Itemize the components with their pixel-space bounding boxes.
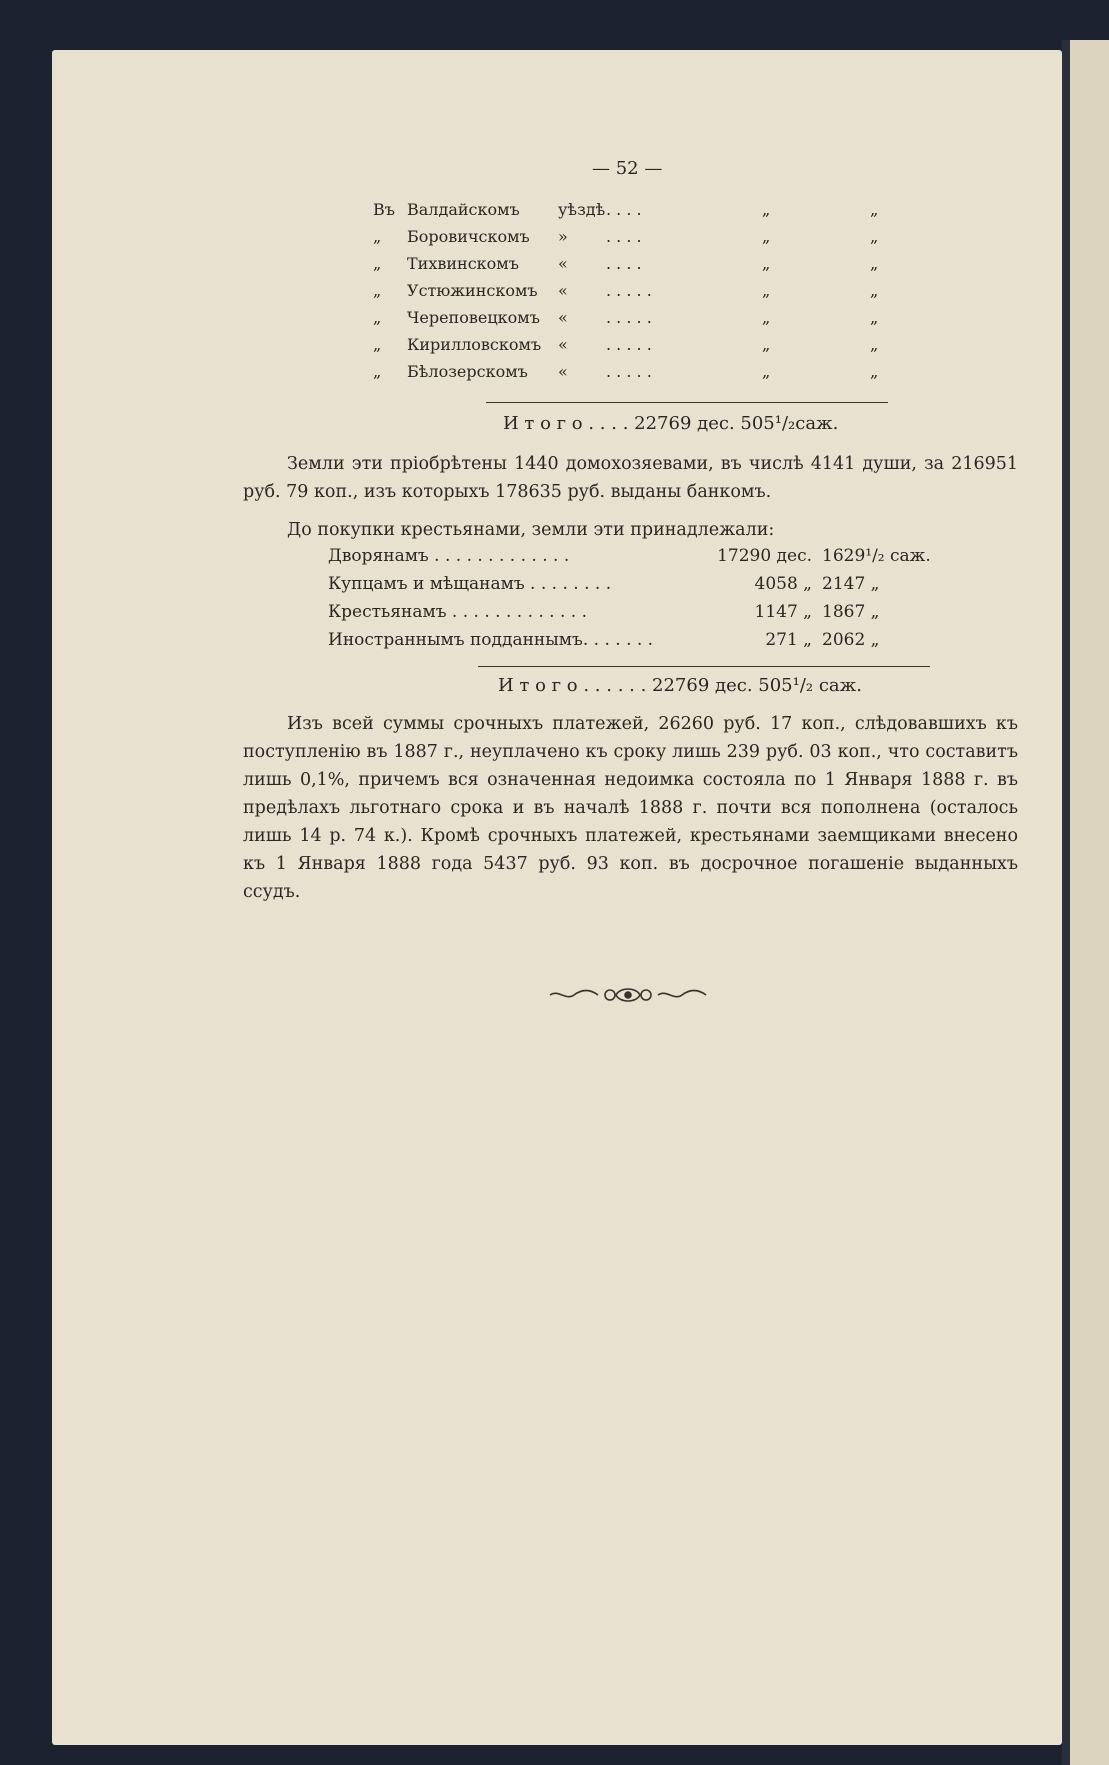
district-cell-name: Боровичскомъ [407,227,530,246]
district-cell-extra: « [558,362,568,381]
next-page-edge [1062,40,1109,1765]
district-cell-q1: „ [762,362,771,381]
district-cell-q1: „ [762,200,771,219]
district-cell-extra: уѣздѣ [558,200,606,219]
district-total: И т о г о . . . . 22769 дес. 505¹/₂саж. [503,413,839,434]
owner-cell-name: Иностраннымъ подданнымъ. . . . . . . [328,630,654,650]
district-cell-dots: . . . . . [606,335,652,354]
district-cell-q2: „ [870,227,879,246]
district-cell-q2: „ [870,254,879,273]
district-cell-q1: „ [762,254,771,273]
district-cell-extra: « [558,281,568,300]
district-cell-extra: « [558,308,568,327]
paragraph-payments: Изъ всей суммы срочныхъ платежей, 26260 руб. 17 коп., слѣдовавшихъ къ поступленію въ 1887 г., неуплачено къ сроку лишь 239 руб. 03 коп., что составитъ лишь 0,1%, причемъ вся означенная недоимка состояла по 1 Января 1888 г. въ предѣлахъ льготнаго срока и въ началѣ 1888 г. почти вся пополнена (осталось лишь 14 р. 74 к.). Кромѣ срочныхъ платежей, крестьянами заемщиками внесено къ 1 Января 1888 года 5437 руб. 93 коп. въ досрочное погашеніе выданныхъ ссудъ. [243,714,1018,902]
district-cell-dots: . . . . . [606,362,652,381]
owners-rule [478,666,930,667]
owner-cell-name: Купцамъ и мѣщанамъ . . . . . . . . [328,574,612,594]
page-number: — 52 — [592,158,663,179]
district-cell-extra: » [558,227,568,246]
owner-cell-des: 17290 дес. [717,546,812,566]
district-cell-name: Тихвинскомъ [407,254,519,273]
district-cell-prefix: „ [373,362,382,381]
district-cell-name: Устюжинскомъ [407,281,538,300]
district-cell-dots: . . . . [606,254,642,273]
owner-cell-sazh: 2147 „ [822,574,880,594]
district-cell-prefix: „ [373,227,382,246]
owner-cell-name: Крестьянамъ . . . . . . . . . . . . . [328,602,588,622]
district-cell-dots: . . . . [606,200,642,219]
district-cell-name: Кирилловскомъ [407,335,542,354]
owner-cell-des: 1147 „ [754,602,812,622]
owner-cell-name: Дворянамъ . . . . . . . . . . . . . [328,546,570,566]
ornament-divider-icon [548,983,708,1007]
district-cell-dots: . . . . [606,227,642,246]
district-cell-q1: „ [762,308,771,327]
district-cell-dots: . . . . . [606,308,652,327]
district-cell-prefix: „ [373,308,382,327]
owner-cell-sazh: 1629¹/₂ саж. [822,546,931,566]
paragraph-owners-intro: До покупки крестьянами, земли эти принадлежали: [287,520,775,540]
district-cell-q1: „ [762,335,771,354]
district-cell-q1: „ [762,281,771,300]
district-cell-prefix: „ [373,254,382,273]
owner-cell-sazh: 2062 „ [822,630,880,650]
district-cell-q2: „ [870,308,879,327]
district-cell-extra: « [558,335,568,354]
district-cell-name: Череповецкомъ [407,308,540,327]
paragraph-land-acquired: Земли эти пріобрѣтены 1440 домохозяевами, въ числѣ 4141 души, за 216951 руб. 79 коп., изъ которыхъ 178635 руб. выданы банкомъ. [243,454,1018,502]
district-cell-extra: « [558,254,568,273]
district-cell-name: Бѣлозерскомъ [407,362,528,381]
owner-cell-des: 271 „ [765,630,812,650]
owner-cell-sazh: 1867 „ [822,602,880,622]
owner-cell-des: 4058 „ [754,574,812,594]
district-cell-q2: „ [870,362,879,381]
district-cell-dots: . . . . . [606,281,652,300]
district-cell-prefix: Въ [373,200,395,219]
district-cell-q1: „ [762,227,771,246]
district-cell-q2: „ [870,200,879,219]
district-cell-name: Валдайскомъ [407,200,520,219]
owners-total: И т о г о . . . . . . 22769 дес. 505¹/₂ саж. [498,675,862,696]
table-rule [486,402,888,403]
district-cell-prefix: „ [373,335,382,354]
district-cell-prefix: „ [373,281,382,300]
district-cell-q2: „ [870,281,879,300]
district-cell-q2: „ [870,335,879,354]
